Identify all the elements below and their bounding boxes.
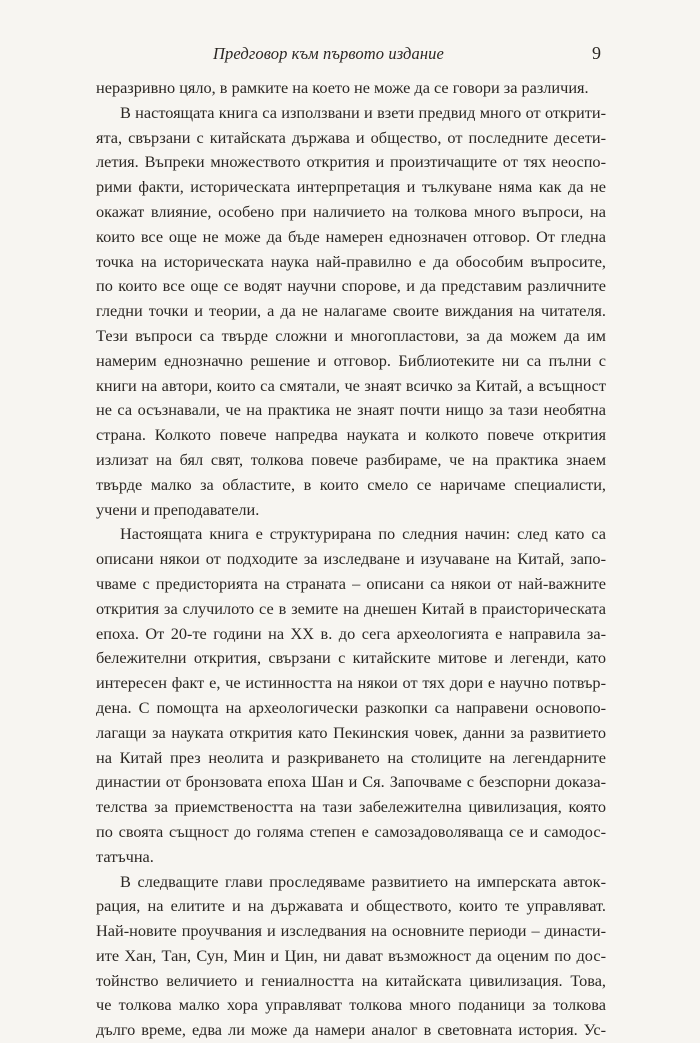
text-line: описани някои от подходите за изследване и изучаване на Китай, запо- (96, 549, 606, 569)
text-line: открития за случилото се в земите на днешен Китай в праисторическата (96, 598, 606, 618)
text-line: по които все още се водят научни спорове, и да представим различните (96, 276, 606, 296)
text-line: рими факти, историческата интерпретация и тълкуване няма как да не (96, 177, 606, 197)
body-text (96, 76, 606, 1043)
text-line: рация, на елитите и на държавата и обществото, които те управляват. (96, 896, 606, 916)
text-line: В следващите глави проследяваме развитието на имперската авток- (120, 871, 606, 891)
text-line: Най-новите проучвания и изследвания на основните периоди – династи- (96, 921, 606, 941)
text-line: тойнство величието и гениалността на китайската цивилизация. Това, (96, 970, 606, 990)
text-line: неразривно цяло, в рамките на което не може да се говори за различия. (96, 78, 589, 97)
text-line: бележителни открития, свързани с китайските митове и легенди, като (96, 648, 606, 668)
text-line: точка на историческата наука най-правилно е да обособим въпросите, (96, 251, 606, 271)
text-line: летия. Въпреки множеството открития и произтичащите от тях неоспо- (96, 152, 606, 172)
text-line: страна. Колкото повече напредва науката и колкото повече открития (96, 425, 606, 445)
text-line: учени и преподаватели. (96, 499, 260, 519)
text-line: телства за приемствеността на тази забележителна цивилизация, която (96, 797, 606, 817)
text-line: не са осъзнавали, че на практика не знаят почти нищо за тази необятна (96, 400, 606, 420)
text-line: на Китай през неолита и разкриването на столиците на легендарните (96, 747, 606, 767)
text-line: които все още не може да бъде намерен еднозначен отговор. От гледна (96, 226, 606, 246)
text-line: по своята същност до голяма степен е самозадоволяваща се и самодос- (96, 821, 606, 841)
page-number: 9 (592, 43, 601, 63)
text-line: дълго време, едва ли може да намери аналог в световната история. Ус- (96, 1020, 606, 1040)
text-line: окажат влияние, особено при наличието на толкова много въпроси, на (96, 201, 606, 221)
running-title: Предговор към първото издание (213, 44, 444, 63)
text-line: интересен факт е, че истинността на някои от тях дори е научно потвър- (96, 673, 606, 693)
text-line: книги на автори, които са смятали, че знаят всичко за Китай, а всъщност (96, 375, 606, 395)
text-line: излизат на бял свят, толкова повече разбираме, че на практика знаем (96, 449, 606, 469)
text-line: твърде малко за областите, в които смело се наричаме специалисти, (96, 474, 606, 494)
text-line: намерим еднозначно решение и отговор. Библиотеките ни са пълни с (96, 350, 606, 370)
text-line: ите Хан, Тан, Сун, Мин и Цин, ни дават възможност да оценим по дос- (96, 945, 606, 965)
text-line: епоха. От 20-те години на XX в. до сега археологията е направила за- (96, 623, 606, 643)
text-line: татъчна. (96, 846, 154, 866)
text-line: ята, свързани с китайската държава и общество, от последните десети- (96, 127, 606, 147)
text-line: гледни точки и теории, а да не налагаме своите виждания на читателя. (96, 301, 606, 321)
text-line: Тези въпроси са твърде сложни и многопластови, за да можем да им (96, 325, 606, 345)
text-line: Настоящата книга е структурирана по следния начин: след като са (120, 524, 606, 544)
running-header (0, 44, 700, 66)
text-line: дена. С помощта на археологически разкопки са направени основопо- (96, 697, 606, 717)
text-line: династии от бронзовата епоха Шан и Ся. Започваме с безспорни доказа- (96, 772, 606, 792)
text-line: че толкова малко хора управляват толкова много поданици за толкова (96, 995, 606, 1015)
text-line: чваме с предисторията на страната – описани са някои от най-важните (96, 573, 606, 593)
text-line: лагащи за науката открития като Пекинския човек, данни за развитието (96, 722, 606, 742)
text-line: В настоящата книга са използвани и взети предвид много от открити- (120, 102, 606, 122)
